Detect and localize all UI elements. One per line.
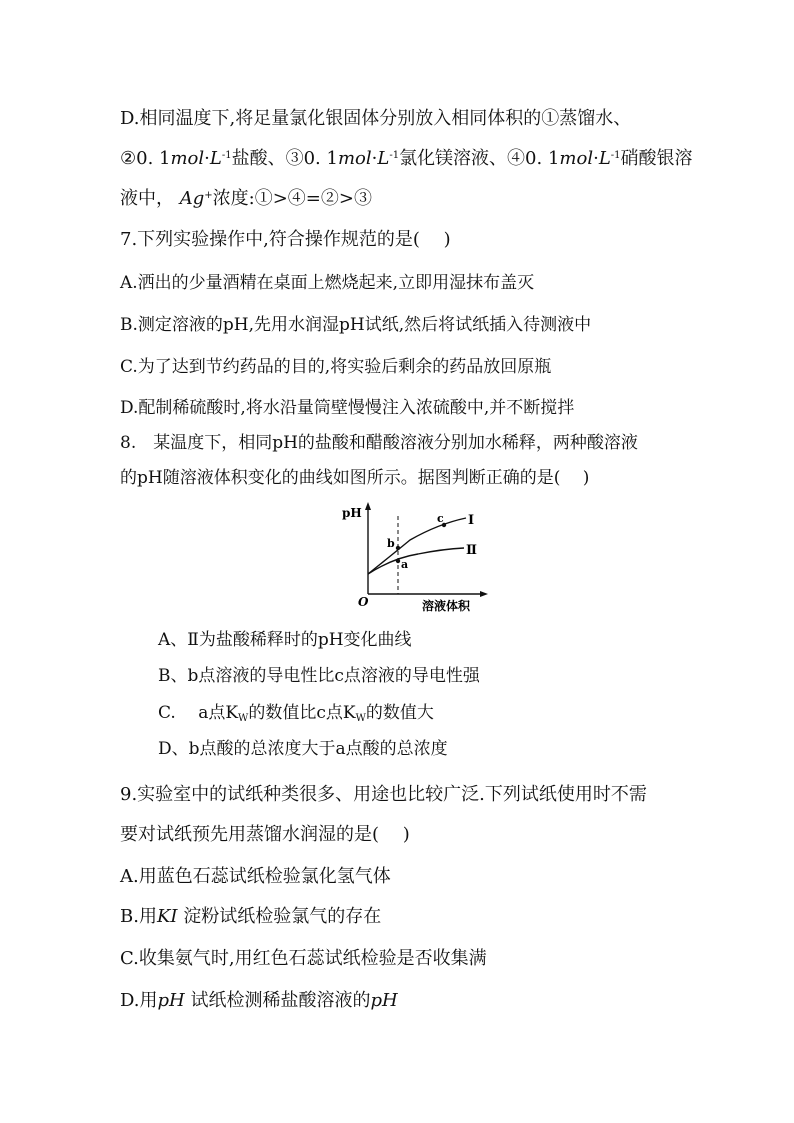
superscript: -1	[389, 150, 400, 161]
q9-option-a: A.用蓝色石蕊试纸检验氯化氢气体	[120, 866, 391, 887]
text: 的数值大	[365, 703, 434, 723]
text: 浓度:①>④=②>③	[212, 188, 372, 209]
point-b	[396, 546, 400, 550]
text: C. a点K	[158, 703, 239, 723]
q8-stem-line2: 的pH随溶液体积变化的曲线如图所示。据图判断正确的是( )	[120, 468, 590, 488]
subscript: W	[355, 713, 366, 724]
point-b-label: b	[387, 537, 395, 550]
q7-option-d: D.配制稀硫酸时,将水沿量筒壁慢慢注入浓硫酸中,并不断搅拌	[120, 398, 575, 418]
dot: ·	[593, 148, 599, 169]
curve-i-label: Ⅰ	[468, 513, 475, 528]
ki-symbol: KI	[156, 906, 178, 927]
text: 淀粉试纸检验氯气的存在	[183, 906, 382, 927]
text: 液中，	[120, 188, 174, 209]
q7-option-a: A.洒出的少量酒精在桌面上燃烧起来,立即用湿抹布盖灭	[120, 273, 535, 293]
q6-option-d-line1: D.相同温度下,将足量氯化银固体分别放入相同体积的①蒸馏水、	[120, 108, 632, 129]
text: 的数值比c点K	[248, 703, 356, 723]
point-a	[396, 559, 400, 563]
unit-l: L	[598, 148, 611, 169]
text: 硝酸银溶	[620, 148, 693, 169]
y-axis-arrow	[365, 502, 371, 510]
curve-ii-label: Ⅱ	[466, 543, 477, 558]
ph-symbol: pH	[157, 990, 185, 1011]
point-a-label: a	[401, 558, 409, 571]
q6-option-d-line3	[120, 188, 372, 210]
origin-label: O	[358, 595, 369, 609]
superscript: -1	[221, 150, 232, 161]
unit-mol: mol	[559, 148, 594, 169]
q7-stem: 7.下列实验操作中,符合操作规范的是( )	[120, 229, 451, 250]
q8-option-b: B、b点溶液的导电性比c点溶液的导电性强	[158, 666, 480, 686]
q8-option-a: A、Ⅱ为盐酸稀释时的pH变化曲线	[158, 630, 412, 650]
q7-option-b: B.测定溶液的pH,先用水润湿pH试纸,然后将试纸插入待测液中	[120, 315, 592, 335]
q8-option-d: D、b点酸的总浓度大于a点酸的总浓度	[158, 739, 448, 759]
text: ②0. 1	[120, 148, 171, 169]
q9-option-b	[120, 906, 381, 928]
point-c-label: c	[437, 512, 444, 525]
text: D.用	[120, 990, 158, 1011]
unit-mol: mol	[170, 148, 205, 169]
text: 盐酸、③0. 1	[231, 148, 338, 169]
text: B.用	[120, 906, 157, 927]
q9-stem-line1: 9.实验室中的试纸种类很多、用途也比较广泛.下列试纸使用时不需	[120, 784, 647, 805]
q8-stem-line1: 8. 某温度下，相同pH的盐酸和醋酸溶液分别加水稀释，两种酸溶液	[120, 433, 638, 453]
dot: ·	[204, 148, 210, 169]
q9-option-d	[120, 990, 398, 1012]
unit-l: L	[209, 148, 222, 169]
ag-symbol: Ag	[179, 188, 205, 209]
dot: ·	[371, 148, 378, 169]
q7-option-c: C.为了达到节约药品的目的,将实验后剩余的药品放回原瓶	[120, 357, 552, 377]
ph-dilution-figure	[338, 502, 488, 620]
x-axis-arrow	[480, 591, 488, 597]
unit-mol: mol	[337, 148, 372, 169]
y-axis-label: pH	[342, 506, 362, 520]
q6-option-d-line2	[120, 148, 693, 170]
text: 氯化镁溶液、④0. 1	[399, 148, 560, 169]
q9-stem-line2: 要对试纸预先用蒸馏水润湿的是( )	[120, 824, 410, 845]
x-axis-label: 溶液体积	[422, 599, 471, 613]
curve-ii	[368, 548, 464, 574]
q8-option-c	[158, 702, 434, 724]
q9-option-c: C.收集氨气时,用红色石蕊试纸检验是否收集满	[120, 948, 487, 969]
ph-symbol: pH	[370, 990, 398, 1011]
text: 试纸检测稀盐酸溶液的	[184, 990, 371, 1011]
superscript: +	[204, 190, 213, 201]
unit-l: L	[377, 148, 390, 169]
subscript: W	[238, 713, 249, 724]
superscript: -1	[610, 150, 621, 161]
